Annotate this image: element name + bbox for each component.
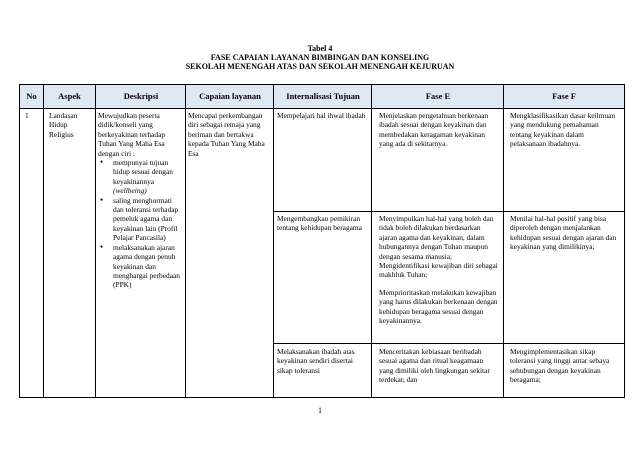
header-capaian: Capaian layanan	[199, 91, 261, 101]
deskripsi-intro: Mewujudkan peserta didik/konseli yang berkeyakinan terhadap Tuhan Yang Maha Esa dengan ciri :	[98, 111, 166, 158]
row-number: 1	[25, 111, 29, 120]
divider	[95, 84, 96, 398]
table-header	[19, 84, 625, 109]
document-subtitle: SEKOLAH MENENGAH ATAS DAN SEKOLAH MENENGAH KEJURUAN	[185, 62, 455, 71]
divider	[43, 84, 44, 398]
list-item: ● melaksanakan ajaran agama dengan penuh keyakinan dan menghargai perbedaan (PPK)	[98, 243, 182, 290]
divider	[503, 84, 504, 398]
deskripsi-cell	[98, 111, 182, 290]
divider	[273, 84, 274, 398]
border-left	[19, 84, 20, 398]
internalisasi-cell: Mempelajari hal ihwal ibadah	[277, 111, 366, 120]
header-internalisasi: Internalisasi Tujuan	[286, 91, 360, 101]
header-aspek: Aspek	[58, 91, 81, 101]
capaian-cell: Mencapai perkembangan diri sebagai remaja yang beriman dan bertakwa kepada Tuhan Yang Maha Esa	[188, 111, 265, 158]
row-divider	[273, 211, 624, 212]
fase-f-cell: Menilai hal-hal positif yang bisa diperoleh dengan menjalankan kehidupan sesuai dengan ajaran dan keyakinan yang dimilikinya;	[510, 214, 617, 252]
fase-f-cell: Mengklasifikasikan dasar keilmuan yang mendukung pemahaman tentang keyakinan dalam pelaksanaan ibadahnya.	[510, 111, 616, 149]
fase-e-cell: Menjelaskan pengetahuan berkenaan ibadah sesuai dengan keyakinan dan membedakan keragaman keyakinan yang ada di sekitarnya.	[379, 111, 489, 149]
aspek-cell: Landasan Hidup Religius	[49, 111, 78, 139]
internalisasi-cell: Melaksanakan ibadah atas keyakinan sendiri disertai sikap toleransi	[277, 347, 355, 375]
fase-e-cell: Menyimpulkan hal-hal yang boleh dan tidak boleh dilakukan berdasarkan ajaran agama dan keyakinan, dalam hubungannya dengan Tuhan maupun dengan sesama manusia; Mengidentifikasi kewajiban diri sebagai makhluk Tuhan; Memprioritaskan melakukan kewajiban yang harus dilakukan berkenaan dengan kehidupan beragama sesuai dengan keyakinannya.	[379, 214, 498, 326]
deskripsi-list	[98, 158, 182, 290]
fase-e-cell: Menceritakan kebiasaan beribadah sesuai agama dan ritual keagamaan yang dimiliki oleh lingkungan sekitar terdekat; dan	[379, 347, 490, 385]
divider	[185, 84, 186, 398]
border-bottom	[19, 397, 625, 398]
page-number: 1	[318, 406, 322, 415]
document-title: FASE CAPAIAN LAYANAN BIMBINGAN DAN KONSELING	[210, 53, 430, 62]
header-fase-e: Fase E	[425, 91, 451, 101]
header-no: No	[26, 91, 37, 101]
phase-table	[19, 84, 625, 399]
divider	[371, 84, 372, 398]
fase-f-cell: Mengimplementasikan sikap toleransi yang tinggi antar sebaya sehubungan dengan keyakinan beragama;	[510, 347, 610, 385]
list-item: ● saling menghormati dan toleransi terhadap pemeluk agama dan keyakinan lain (Profil Pelajar Pancasila)	[98, 196, 182, 243]
header-fase-f: Fase F	[552, 91, 576, 101]
internalisasi-cell: Mengembangkan pemikiran tentang kehidupan beragama	[277, 214, 362, 233]
header-deskripsi: Deskripsi	[123, 91, 159, 101]
table-caption: Tabel 4	[307, 44, 333, 53]
row-divider	[273, 343, 624, 344]
list-item: ● mempunyai tujuan hidup sesuai dengan keyakinannya (wellbeing)	[98, 158, 182, 196]
border-right	[624, 84, 625, 398]
